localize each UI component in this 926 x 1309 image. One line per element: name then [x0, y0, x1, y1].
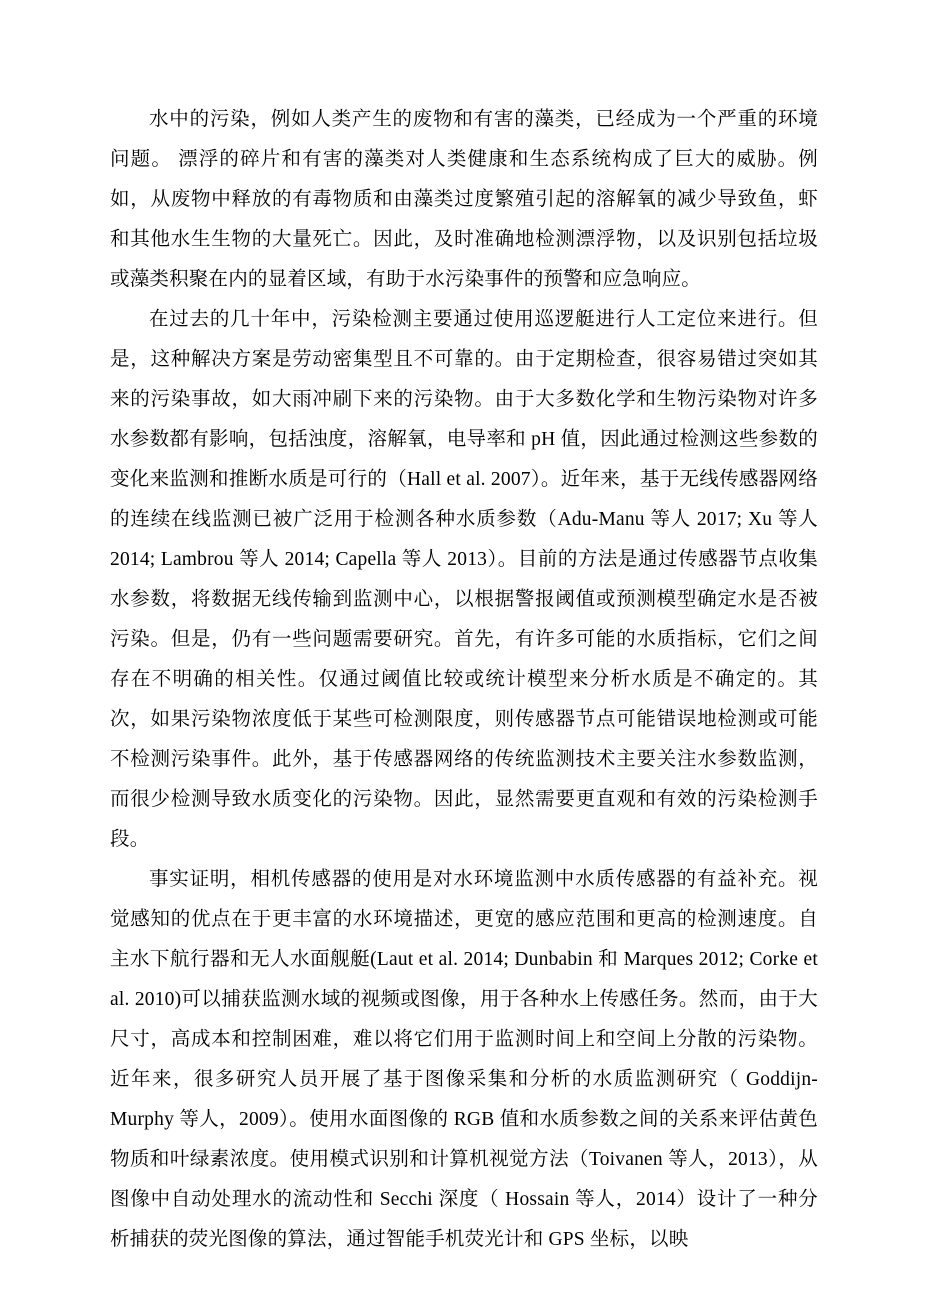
page-body [110, 100, 818, 1260]
paragraph: 事实证明，相机传感器的使用是对水环境监测中水质传感器的有益补充。视觉感知的优点在于更丰富的水环境描述，更宽的感应范围和更高的检测速度。自主水下航行器和无人水面舰艇(Laut et al. 2014; Dunbabin 和 Marques 2012; Corke et al. 2010)可以捕获监测水域的视频或图像，用于各种水上传感任务。然而，由于大尺寸，高成本和控制困难，难以将它们用于监测时间上和空间上分散的污染物。近年来，很多研究人员开展了基于图像采集和分析的水质监测研究（ Goddijn-Murphy 等人，2009）。使用水面图像的 RGB 值和水质参数之间的关系来评估黄色物质和叶绿素浓度。使用模式识别和计算机视觉方法（Toivanen 等人，2013），从图像中自动处理水的流动性和 Secchi 深度（ Hossain 等人，2014）设计了一种分析捕获的荧光图像的算法，通过智能手机荧光计和 GPS 坐标，以映 [110, 869, 818, 1250]
paragraph: 水中的污染，例如人类产生的废物和有害的藻类，已经成为一个严重的环境问题。 漂浮的碎片和有害的藻类对人类健康和生态系统构成了巨大的威胁。例如，从废物中释放的有毒物质和由藻类过度繁殖引起的溶解氧的减少导致鱼，虾和其他水生生物的大量死亡。因此，及时准确地检测漂浮物，以及识别包括垃圾或藻类积聚在内的显着区域，有助于水污染事件的预警和应急响应。 [110, 109, 818, 290]
paragraph: 在过去的几十年中，污染检测主要通过使用巡逻艇进行人工定位来进行。但是，这种解决方案是劳动密集型且不可靠的。由于定期检查，很容易错过突如其来的污染事故，如大雨冲刷下来的污染物。由于大多数化学和生物污染物对许多水参数都有影响，包括浊度，溶解氧，电导率和 pH 值，因此通过检测这些参数的变化来监测和推断水质是可行的（Hall et al. 2007）。近年来，基于无线传感器网络的连续在线监测已被广泛用于检测各种水质参数（Adu-Manu 等人 2017; Xu 等人 2014; Lambrou 等人 2014; Capella 等人 2013）。目前的方法是通过传感器节点收集水参数，将数据无线传输到监测中心，以根据警报阈值或预测模型确定水是否被污染。但是，仍有一些问题需要研究。首先，有许多可能的水质指标，它们之间存在不明确的相关性。仅通过阈值比较或统计模型来分析水质是不确定的。其次，如果污染物浓度低于某些可检测限度，则传感器节点可能错误地检测或可能不检测污染事件。此外，基于传感器网络的传统监测技术主要关注水参数监测，而很少检测导致水质变化的污染物。因此，显然需要更直观和有效的污染检测手段。 [110, 309, 818, 850]
